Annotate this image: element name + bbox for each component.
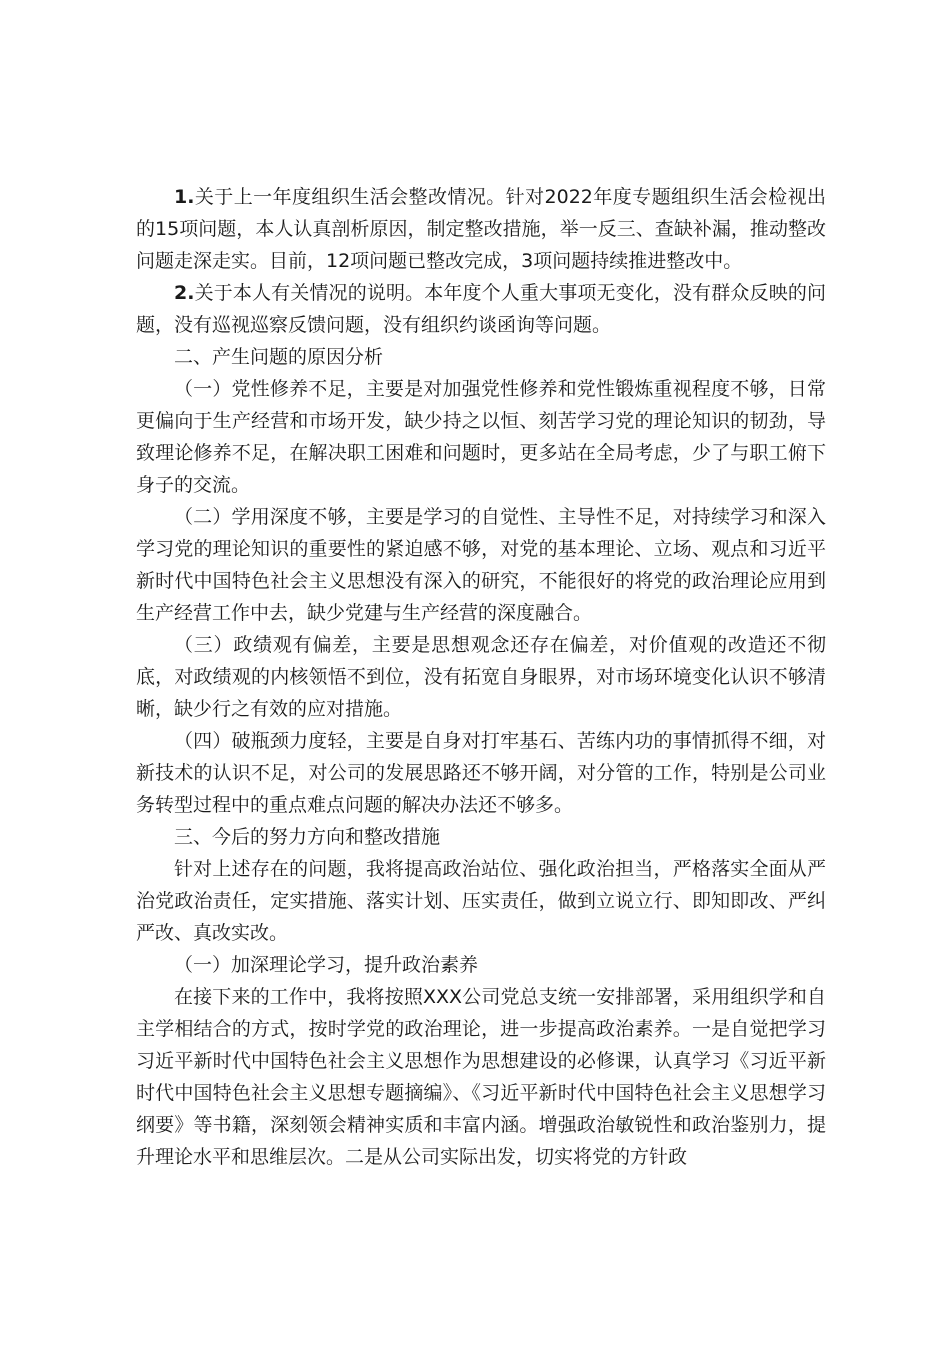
paragraph-cause-4 xyxy=(136,725,826,821)
paragraph-text: （一）党性修养不足，主要是对加强党性修养和党性锻炼重视程度不够，日常更偏向于生产经营和市场开发，缺少持之以恒、刻苦学习党的理论知识的韧劲，导致理论修养不足，在解决职工困难和问题时，更多站在全局考虑，少了与职工俯下身子的交流。 xyxy=(136,378,826,496)
paragraph-text: 针对上述存在的问题，我将提高政治站位、强化政治担当，严格落实全面从严治党政治责任，定实措施、落实计划、压实责任，做到立说立行、即知即改、严纠严改、真改实改。 xyxy=(136,858,826,944)
paragraph-personal-situation xyxy=(136,277,826,341)
paragraph-text: （二）学用深度不够，主要是学习的自觉性、主导性不足，对持续学习和深入学习党的理论知识的重要性的紧迫感不够，对党的基本理论、立场、观点和习近平新时代中国特色社会主义思想没有深入的研究，不能很好的将党的政治理论应用到生产经营工作中去，缺少党建与生产经营的深度融合。 xyxy=(136,506,826,624)
paragraph-text: 在接下来的工作中，我将按照XXX公司党总支统一安排部署，采用组织学和自主学相结合的方式，按时学党的政治理论，进一步提高政治素养。一是自觉把学习习近平新时代中国特色社会主义思想作为思想建设的必修课，认真学习《习近平新时代中国特色社会主义思想专题摘编》、《习近平新时代中国特色社会主义思想学习纲要》等书籍，深刻领会精神实质和丰富内涵。增强政治敏锐性和政治鉴别力，提升理论水平和思维层次。二是从公司实际出发，切实将党的方针政 xyxy=(136,986,826,1168)
document-body xyxy=(136,181,826,1173)
paragraph-cause-3 xyxy=(136,629,826,725)
paragraph-cause-2 xyxy=(136,501,826,629)
subheading-theory-study xyxy=(136,949,826,981)
item-number: 2. xyxy=(174,282,195,304)
heading-text: 二、产生问题的原因分析 xyxy=(174,346,384,368)
section-heading-measures xyxy=(136,821,826,853)
paragraph-theory-study xyxy=(136,981,826,1173)
paragraph-text: （三）政绩观有偏差，主要是思想观念还存在偏差，对价值观的改造还不彻底，对政绩观的内核领悟不到位，没有拓宽自身眼界，对市场环境变化认识不够清晰，缺少行之有效的应对措施。 xyxy=(136,634,826,720)
paragraph-text: 关于本人有关情况的说明。本年度个人重大事项无变化，没有群众反映的问题，没有巡视巡察反馈问题，没有组织约谈函询等问题。 xyxy=(136,282,826,336)
paragraph-rectification xyxy=(136,181,826,277)
paragraph-text: （四）破瓶颈力度轻，主要是自身对打牢基石、苦练内功的事情抓得不细，对新技术的认识不足，对公司的发展思路还不够开阔，对分管的工作，特别是公司业务转型过程中的重点难点问题的解决办法还不够多。 xyxy=(136,730,826,816)
heading-text: 三、今后的努力方向和整改措施 xyxy=(174,826,441,848)
paragraph-text: 关于上一年度组织生活会整改情况。针对2022年度专题组织生活会检视出的15项问题，本人认真剖析原因，制定整改措施，举一反三、查缺补漏，推动整改问题走深走实。目前，12项问题已整改完成，3项问题持续推进整改中。 xyxy=(136,186,826,272)
heading-text: （一）加深理论学习，提升政治素养 xyxy=(174,954,479,976)
paragraph-measures-intro xyxy=(136,853,826,949)
item-number: 1. xyxy=(174,186,195,208)
section-heading-cause-analysis xyxy=(136,341,826,373)
paragraph-cause-1 xyxy=(136,373,826,501)
